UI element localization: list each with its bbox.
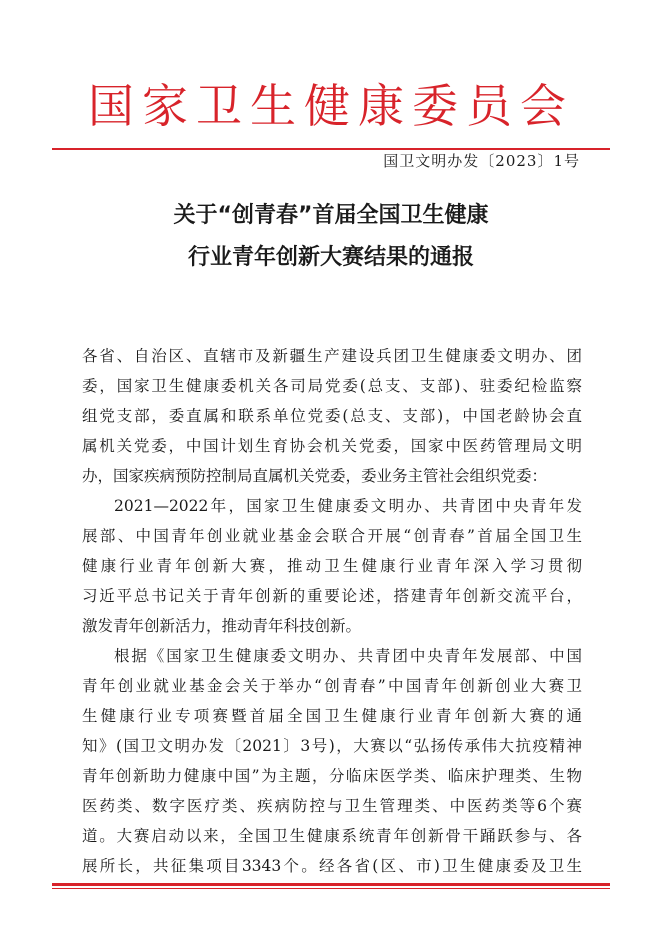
top-red-rule [52,148,610,150]
org-letterhead: 国家卫生健康委员会 [88,79,574,133]
body-line: 习近平总书记关于青年创新的重要论述，搭建青年创新交流平台， [82,587,582,605]
body-line: 2021—2022年，国家卫生健康委文明办、共青团中央青年发 [114,497,582,515]
doc-title-line-2: 行业青年创新大赛结果的通报 [187,245,474,270]
body-line: 知》(国卫文明办发〔2021〕3号)，大赛以“弘扬传承伟大抗疫精神 [82,737,582,755]
bottom-red-rule-thin [52,888,610,889]
body-line: 青年创业就业基金会关于举办“创青春”中国青年创新创业大赛卫 [82,677,582,695]
body-line: 委，国家卫生健康委机关各司局党委(总支、支部)、驻委纪检监察 [82,377,582,395]
body-line: 组党支部，委直属和联系单位党委(总支、支部)，中国老龄协会直 [82,407,582,425]
doc-number: 国卫文明办发〔2023〕1号 [383,152,580,170]
body-line: 根据《国家卫生健康委文明办、共青团中央青年发展部、中国 [114,647,582,665]
bottom-red-rule-thick [52,883,610,886]
body-line: 展所长，共征集项目3343个。经各省(区、市)卫生健康委及卫生 [82,857,582,875]
body-line: 健康行业青年创新大赛，推动卫生健康行业青年深入学习贯彻 [82,557,582,575]
body-line: 医药类、数字医疗类、疾病防控与卫生管理类、中医药类等6个赛 [82,797,582,815]
body-line: 激发青年创新活力，推动青年科技创新。 [82,617,362,635]
body-line: 道。大赛启动以来，全国卫生健康系统青年创新骨干踊跃参与、各 [82,827,582,845]
body-line: 属机关党委，中国计划生育协会机关党委，国家中医药管理局文明 [82,437,582,455]
body-line: 展部、中国青年创业就业基金会联合开展“创青春”首届全国卫生 [82,527,582,545]
body-line: 办，国家疾病预防控制局直属机关党委，委业务主管社会组织党委： [82,467,548,485]
doc-title-line-1: 关于“创青春”首届全国卫生健康 [173,203,489,228]
body-line: 生健康行业专项赛暨首届全国卫生健康行业青年创新大赛的通 [82,707,582,725]
body-line: 青年创新助力健康中国”为主题，分临床医学类、临床护理类、生物 [82,767,582,785]
body-line: 各省、自治区、直辖市及新疆生产建设兵团卫生健康委文明办、团 [82,347,582,365]
